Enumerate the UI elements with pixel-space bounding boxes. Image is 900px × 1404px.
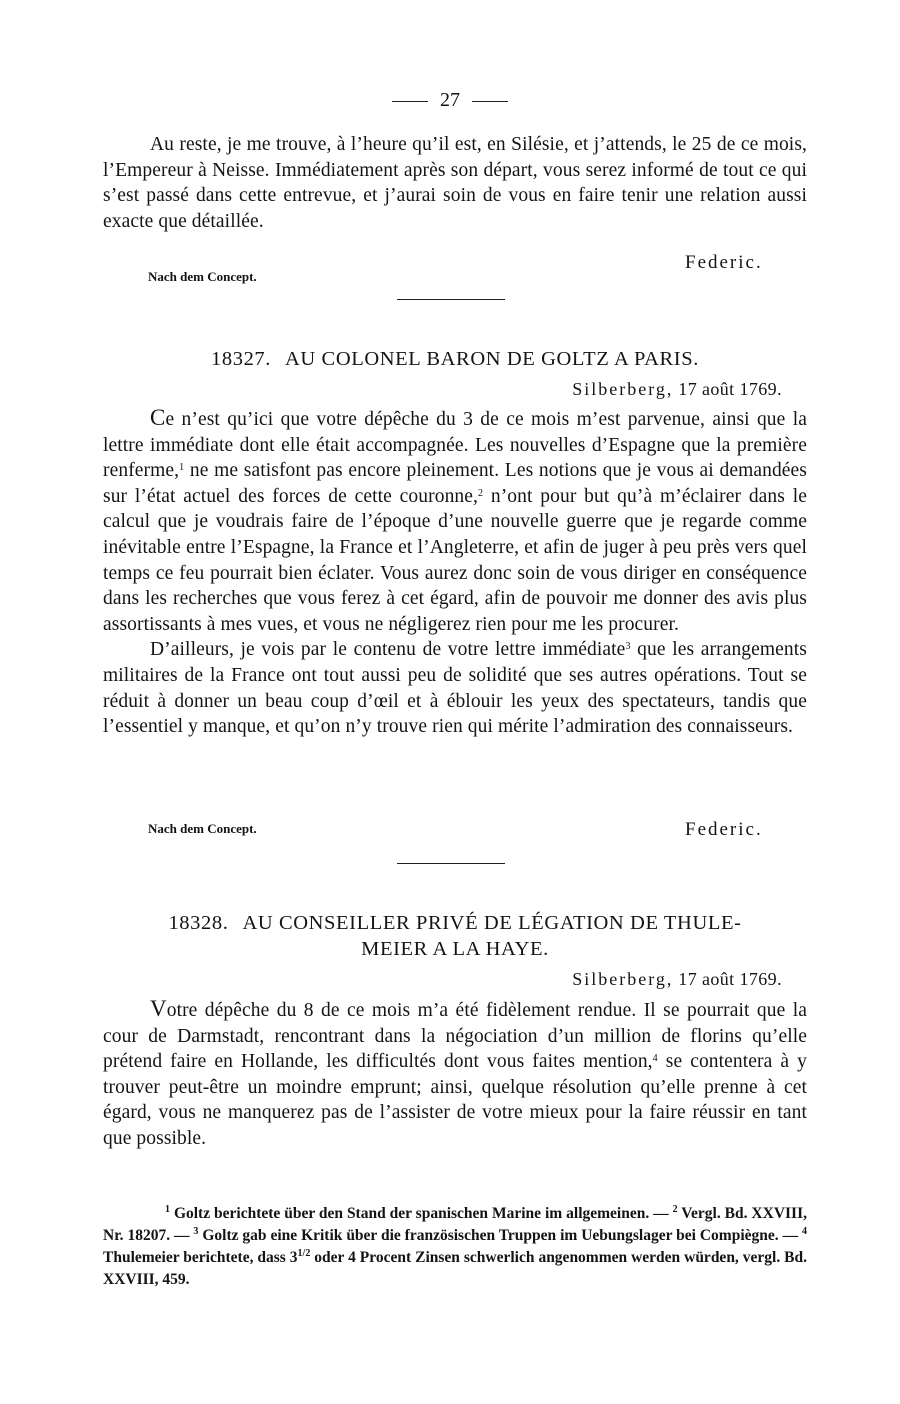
letter-18327-body — [103, 405, 807, 740]
section-divider-2 — [397, 863, 505, 864]
page-number: 27 — [440, 89, 460, 111]
letter-18327-place-date — [572, 377, 782, 401]
letter-18328-paragraph-1 — [103, 996, 807, 1152]
footnote-ref-4: 4 — [652, 1053, 658, 1065]
footnote-ref-1: 1 — [179, 462, 185, 474]
letter-18327-p2-part2: que les arrangements militaires de la France ont tout aussi peu de solidité que ses autres opérations. Tout se réduit à donner un beau coup d’œil et à éblouir les yeux des spectateurs, tandis que l’essentiel y manque, et qu’on n’y trouve rien qui mérite l’admiration des connaisseurs. — [103, 639, 807, 738]
letter-18328-place: Silberberg, — [572, 969, 674, 989]
continuation-signature: Federic. — [685, 252, 763, 273]
footnote-4-fraction: 1/2 — [297, 1248, 311, 1259]
footnote-ref-2: 2 — [478, 487, 484, 499]
footnote-1-mark: 1 — [165, 1204, 170, 1215]
footnote-4-text-part1: Thulemeier berichtete, dass 3 — [103, 1249, 298, 1266]
letter-18327-heading — [103, 346, 807, 372]
letter-18328-number: 18328. — [168, 912, 229, 934]
letter-18327-date: 17 août 1769. — [678, 379, 782, 399]
letter-18327-p1-part1: e n’est qu’ici que votre dépêche du 3 de ce mois m’est parvenue, ainsi que la lettre immédiate dont elle était accompagnée. Les nouvelles d’Espagne que la première renferme, — [103, 409, 807, 482]
letter-18327-signature: Federic. — [685, 819, 763, 840]
letter-18327-paragraph-1 — [103, 405, 807, 637]
footnotes — [103, 1203, 807, 1291]
letter-18328-heading-text — [103, 910, 807, 962]
continuation-paragraph: Au reste, je me trouve, à l’heure qu’il est, en Silésie, et j’attends, le 25 de ce mois, l’Empereur à Neisse. Immédiatement après son départ, vous serez informé de tout ce qui s’est passé dans cette entrevue, et j’aurai soin de vous en faire tenir une relation aussi exacte que détaillée. — [103, 134, 807, 232]
footnote-2-mark: 2 — [672, 1204, 678, 1215]
letter-18328-p1-part1: otre dépêche du 8 de ce mois m’a été fidèlement rendue. Il se pourrait que la cour de Darmstadt, rencontrant dans la négociation d’un million de florins qu’elle prétend faire en Hollande, les difficultés dont vous faites mention, — [103, 1000, 807, 1073]
letter-18327-initial: C — [150, 405, 166, 430]
footnote-2-text: Vergl. Bd. XXVIII, Nr. 18207. — — [103, 1205, 807, 1244]
footnote-4-mark: 4 — [802, 1226, 807, 1237]
letter-18327-p2-part1: D’ailleurs, je vois par le contenu de votre lettre immédiate — [150, 639, 626, 661]
letter-18327-paragraph-2 — [103, 637, 807, 739]
header-dash-left — [392, 101, 428, 102]
letter-18328-date: 17 août 1769. — [678, 969, 782, 989]
footnote-3-text: Goltz gab eine Kritik über die französischen Truppen im Uebungslager bei Compiègne. — — [202, 1227, 799, 1244]
letter-continuation — [103, 132, 807, 234]
footnote-3-mark: 3 — [193, 1226, 199, 1237]
letter-18327-heading-line — [103, 346, 807, 372]
letter-18327-p1-part2: ne me satisfont pas encore pleinement. Les notions que je vous ai demandées sur l’état actuel des forces de cette couronne, — [103, 460, 807, 507]
letter-18328-body — [103, 996, 807, 1152]
footnote-ref-3: 3 — [625, 641, 631, 653]
letter-18327-p1-part3: n’ont pour but qu’à m’éclairer dans le calcul que je voudrais faire de l’époque d’une nouvelle guerre que je regarde comme inévitable entre l’Espagne, la France et l’Angleterre, et afin de juger à peu près vers quel temps ce feu pourrait bien éclater. Vous aurez donc soin de vous diriger en conséquence dans les recherches que vous ferez à cet égard, afin de pouvoir me donner des avis plus assortissants à mes vues, et vous ne négligerez rien pour me les procurer. — [103, 485, 807, 635]
page-header — [0, 86, 900, 114]
letter-18327-place: Silberberg, — [572, 379, 674, 399]
letter-18328-p1-part2: se contentera à y trouver peut-être un moindre emprunt; ainsi, quelque résolution qu’elle prenne à cet égard, vous ne manquerez pas de l’assister de votre mieux pour la faire réussir en tant que possible. — [103, 1051, 807, 1149]
letter-18328-initial: V — [150, 996, 167, 1021]
letter-18327-number: 18327. — [211, 348, 272, 370]
letter-18328-title-line2: MEIER A LA HAYE. — [361, 938, 549, 960]
footnote-1-text: Goltz berichtete über den Stand der spanischen Marine im allgemeinen. — — [173, 1205, 669, 1222]
footnote-4-text-part2: oder 4 Procent Zinsen schwerlich angenommen werden würden, vergl. Bd. XXVIII, 459. — [103, 1249, 808, 1288]
header-dash-right — [472, 101, 508, 102]
letter-18327-source-note: Nach dem Concept. — [148, 821, 257, 836]
letter-18327-title: AU COLONEL BARON DE GOLTZ A PARIS. — [285, 348, 699, 370]
section-divider-1 — [397, 299, 505, 300]
letter-18328-heading — [103, 910, 807, 962]
letter-18328-place-date — [572, 967, 782, 991]
continuation-source-note: Nach dem Concept. — [148, 269, 257, 284]
letter-18328-title-line1: AU CONSEILLER PRIVÉ DE LÉGATION DE THULE- — [242, 912, 742, 934]
